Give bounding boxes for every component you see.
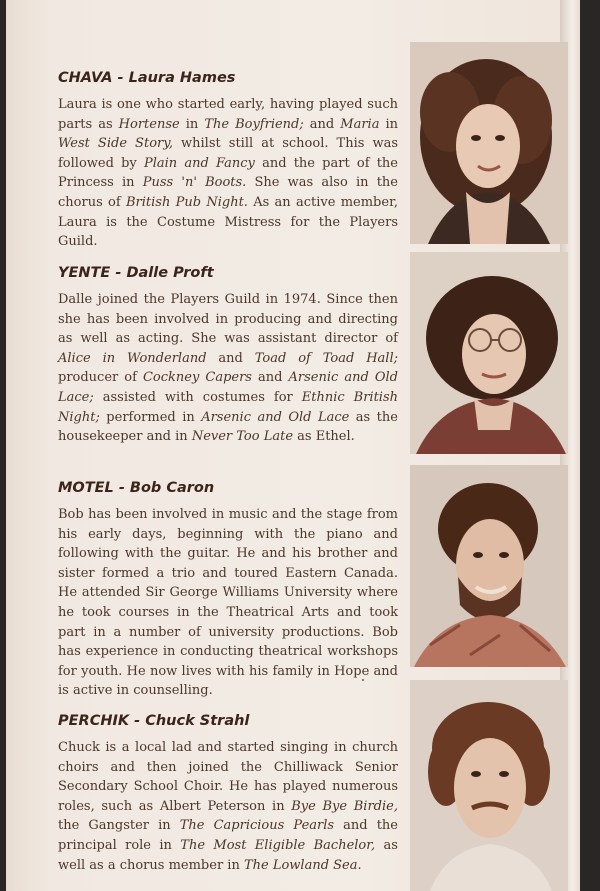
bio-text-segment: and [206, 350, 255, 366]
bio-text-italic-segment: Plain and Fancy [143, 155, 255, 171]
bio-text-italic-segment: The Most Eligible Bachelor, [180, 837, 376, 853]
bio-text-segment: in [179, 116, 205, 132]
photo-motel [410, 465, 568, 667]
bio-text-italic-segment: Maria [340, 116, 380, 132]
bio-text-segment: performed in [99, 409, 202, 425]
bio-text-italic-segment: Toad of Toad Hall; [254, 350, 398, 366]
bio-text-italic-segment: British Pub Night. [125, 194, 248, 210]
bio-text-segment: Dalle joined the Players Guild in 1974. Since then she has been involved in producing and directing as well as acting. She was assistant director of [58, 292, 398, 347]
bio-heading: PERCHIK - Chuck Strahl [58, 713, 250, 729]
bio-chava [58, 70, 398, 252]
bio-text [58, 95, 398, 252]
bio-yente [58, 265, 398, 447]
bio-text-italic-segment: Alice in Wonderland [58, 350, 207, 366]
bio-text-italic-segment: The Boyfriend; [204, 116, 304, 132]
photo-yente [410, 252, 568, 454]
bio-text-segment: in [379, 116, 399, 132]
bio-text-segment: She was also in the chorus of [58, 175, 398, 210]
bio-text-segment: assisted with costumes for [93, 389, 302, 405]
bio-text-segment: and [303, 116, 341, 132]
bio-text-segment: as well as a chorus member in [58, 837, 398, 873]
bio-motel [58, 480, 398, 701]
photo-chava [410, 42, 568, 244]
bio-text-segment: and the part of the Princess in [58, 155, 398, 191]
bio-text [58, 738, 398, 875]
bio-text-italic-segment: Bye Bye Birdie, [291, 798, 398, 814]
bio-text-italic-segment: Arsenic and Old Lace; [58, 370, 398, 405]
bio-text-segment: Laura is one who started early, having played such parts as [58, 97, 398, 132]
bio-text [58, 505, 398, 701]
bio-heading: MOTEL - Bob Caron [58, 480, 215, 496]
bio-text-segment: and the principal role in [58, 818, 398, 853]
bio-text-italic-segment: Ethnic British Night; [58, 389, 399, 425]
portrait-photo-icon [410, 42, 568, 244]
bio-text-segment: whilst still at school. This was followed by [58, 136, 398, 171]
bio-text-italic-segment: Puss 'n' Boots. [142, 175, 247, 191]
bio-text-italic-segment: The Lowland Sea. [243, 857, 362, 873]
bio-text-segment: as Ethel. [293, 429, 355, 445]
bio-heading: CHAVA - Laura Hames [58, 70, 236, 86]
bio-text-segment: the Gangster in [58, 818, 180, 834]
program-page [6, 0, 580, 891]
bio-text-italic-segment: Arsenic and Old Lace [201, 409, 350, 425]
portrait-photo-icon [410, 465, 568, 667]
print-speck [362, 679, 364, 681]
portrait-photo-icon [410, 252, 568, 454]
bio-text-italic-segment: West Side Story, [58, 136, 173, 152]
photo-perchik [410, 680, 568, 891]
bio-heading: YENTE - Dalle Proft [58, 265, 214, 281]
portrait-photo-icon [410, 680, 568, 891]
bio-perchik [58, 713, 398, 875]
bio-text-segment: Bob has been involved in music and the stage from his early days, beginning with the piano and following with the guitar. He and his brother and sister formed a trio and toured Eastern Canada. He attended Sir George Williams University where he took courses in the Theatrical Arts and took part in a number of university productions. Bob has experience in conducting theatrical workshops for youth. He now lives with his family in Hope and is active in counselling. [58, 507, 398, 699]
bio-text-segment: as the housekeeper and in [58, 409, 398, 445]
bio-text-italic-segment: Cockney Capers [142, 370, 252, 386]
bio-text [58, 290, 398, 447]
bio-text-italic-segment: Hortense [118, 116, 180, 132]
bio-text-segment: As an active member, Laura is the Costume Mistress for the Players Guild. [58, 194, 398, 250]
bio-text-italic-segment: Never Too Late [191, 429, 294, 445]
bio-text-segment: and [251, 370, 289, 386]
bio-text-segment: Chuck is a local lad and started singing in church choirs and then joined the Chilliwack Senior Secondary School Choir. He has played numerous roles, such as Albert Peterson in [58, 740, 398, 814]
bio-text-italic-segment: The Capricious Pearls [179, 818, 335, 834]
bio-text-segment: producer of [58, 370, 143, 386]
